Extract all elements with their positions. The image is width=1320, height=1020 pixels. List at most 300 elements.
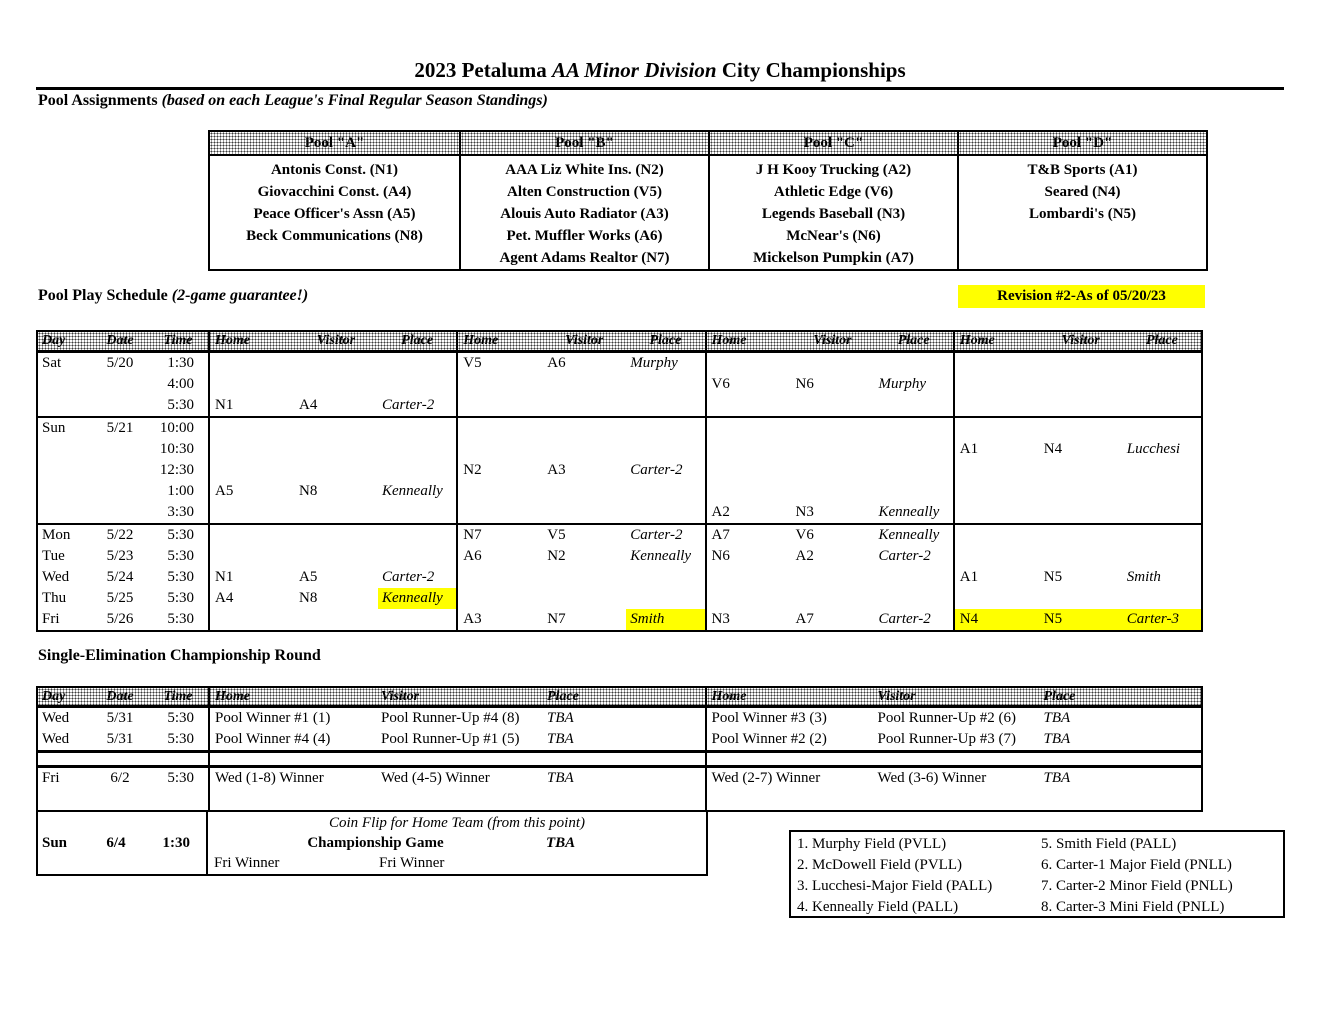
visitor-cell xyxy=(542,374,626,395)
final-details xyxy=(208,812,706,874)
place-cell xyxy=(378,353,456,374)
visitor-cell: V5 xyxy=(547,527,566,543)
home-cell: N3 xyxy=(711,611,730,627)
schedule-row xyxy=(38,481,1201,502)
schedule-row xyxy=(38,374,1201,395)
place-cell: Carter-2 xyxy=(630,527,683,543)
home-cell: A6 xyxy=(463,548,482,564)
visitor-cell xyxy=(1039,546,1123,567)
col-header-day: Day xyxy=(42,333,66,348)
visitor-cell xyxy=(294,418,378,439)
place-cell xyxy=(378,374,456,395)
team-name: Seared (N4) xyxy=(1044,184,1121,200)
pool-a-cells xyxy=(208,481,456,502)
place-cell: Carter-2 xyxy=(878,611,931,627)
home-cell: A3 xyxy=(463,611,482,627)
pool-c-cells xyxy=(705,460,953,481)
pool-a-cells xyxy=(208,546,456,567)
pool-d-cells xyxy=(953,481,1201,502)
visitor-cell xyxy=(294,502,378,523)
col-header-place: Place xyxy=(649,333,682,348)
pool-c-cells xyxy=(705,439,953,460)
date-cell: 5/23 xyxy=(106,548,134,564)
col-header-place: Place xyxy=(547,689,579,704)
home-cell xyxy=(955,588,1039,609)
home-cell xyxy=(955,374,1039,395)
field-legend-item: 6. Carter-1 Major Field (PNLL) xyxy=(1041,857,1232,873)
place-cell-highlighted: Smith xyxy=(626,609,704,630)
place-cell xyxy=(626,588,704,609)
time-cell: 5:30 xyxy=(167,397,194,413)
team-name: McNear's (N6) xyxy=(786,228,881,244)
pool-a-cells xyxy=(208,353,456,374)
left-bracket-cells xyxy=(208,708,705,729)
col-header-visitor: Visitor xyxy=(381,689,420,704)
visitor-cell xyxy=(542,567,626,588)
day-cell: Wed xyxy=(42,731,70,747)
team-name: Beck Communications (N8) xyxy=(246,228,423,244)
pool-a-cells xyxy=(208,525,456,546)
place-cell xyxy=(626,567,704,588)
visitor-cell xyxy=(1039,525,1123,546)
place-cell xyxy=(1123,460,1201,481)
schedule-row xyxy=(38,546,1201,567)
schedule-row xyxy=(38,588,1201,609)
col-header-time: Time xyxy=(163,689,193,704)
fields-legend-right-column xyxy=(1041,834,1283,916)
home-cell: N4 xyxy=(959,611,979,627)
pool-b-header-group xyxy=(456,332,704,350)
time-cell: 4:00 xyxy=(167,376,194,392)
visitor-cell xyxy=(542,418,626,439)
schedule-row xyxy=(38,439,1201,460)
pool-c-cells xyxy=(705,588,953,609)
left-bracket-header-group xyxy=(208,688,705,705)
home-cell: A1 xyxy=(959,569,979,585)
visitor-cell: Wed (4-5) Winner xyxy=(381,770,490,786)
home-cell xyxy=(458,439,542,460)
left-bracket-cells xyxy=(208,729,705,750)
pool-a-header: Pool "A" xyxy=(210,132,459,156)
place-cell: Carter-2 xyxy=(630,462,683,478)
day-cell: Sun xyxy=(42,420,66,436)
field-legend-item: 8. Carter-3 Mini Field (PNLL) xyxy=(1041,899,1225,915)
home-cell xyxy=(955,353,1039,374)
schedule-row xyxy=(38,523,1201,546)
col-header-time: Time xyxy=(163,333,193,348)
pool-assignments-note: (based on each League's Final Regular Season Standings) xyxy=(161,92,548,109)
visitor-cell xyxy=(294,525,378,546)
home-cell xyxy=(707,588,791,609)
place-cell: Kenneally xyxy=(878,527,940,543)
pool-d-cells xyxy=(953,439,1201,460)
place-cell xyxy=(875,588,953,609)
pool-d-cells xyxy=(953,502,1201,523)
pool-a-cells xyxy=(208,439,456,460)
pool-a-cells xyxy=(208,395,456,416)
home-cell xyxy=(955,395,1039,416)
team-name: Peace Officer's Assn (A5) xyxy=(253,206,416,222)
place-cell xyxy=(378,460,456,481)
pool-c-cells xyxy=(705,353,953,374)
team-name: Pet. Muffler Works (A6) xyxy=(506,228,663,244)
championship-game-line xyxy=(208,833,706,853)
col-header-visitor: Visitor xyxy=(1061,333,1100,348)
visitor-cell: A4 xyxy=(299,397,318,413)
visitor-cell: A3 xyxy=(547,462,566,478)
pool-b-cells xyxy=(456,418,704,439)
pool-c-header-group xyxy=(705,332,953,350)
pool-b-cells xyxy=(456,439,704,460)
time-cell: 10:00 xyxy=(159,420,194,436)
place-cell xyxy=(875,460,953,481)
col-header-home: Home xyxy=(711,333,747,348)
pool-c-header: Pool "C" xyxy=(710,132,957,156)
home-cell xyxy=(707,418,791,439)
place-cell: Smith xyxy=(1126,569,1161,585)
visitor-cell: N8 xyxy=(299,590,318,606)
day-cell xyxy=(38,481,92,502)
home-cell xyxy=(955,546,1039,567)
pool-b-cells xyxy=(456,481,704,502)
place-cell: Kenneally xyxy=(878,504,940,520)
home-cell: Pool Winner #1 (1) xyxy=(215,710,331,726)
visitor-cell xyxy=(294,609,378,630)
visitor-cell: A6 xyxy=(547,355,566,371)
home-cell xyxy=(955,481,1039,502)
team-name: J H Kooy Trucking (A2) xyxy=(755,162,912,178)
title-division: AA Minor Division xyxy=(552,58,717,82)
place-cell xyxy=(378,502,456,523)
schedule-header-row xyxy=(38,332,1201,353)
day-cell xyxy=(38,753,92,765)
schedule-row xyxy=(38,460,1201,481)
home-cell: Wed (1-8) Winner xyxy=(215,770,324,786)
day-cell: Wed xyxy=(42,569,70,585)
pool-d-header-group xyxy=(953,332,1201,350)
place-cell: TBA xyxy=(1043,731,1071,747)
field-legend-item: 4. Kenneally Field (PALL) xyxy=(797,899,959,915)
pool-b-cells xyxy=(456,546,704,567)
col-header-place: Place xyxy=(1043,689,1076,704)
schedule-row xyxy=(38,609,1201,630)
place-cell xyxy=(378,546,456,567)
home-cell xyxy=(458,502,542,523)
place-cell xyxy=(626,418,704,439)
visitor-cell: A5 xyxy=(299,569,318,585)
time-cell: 1:00 xyxy=(167,483,194,499)
time-cell xyxy=(148,753,208,765)
pool-a-header-group xyxy=(208,332,456,350)
place-cell: Murphy xyxy=(878,376,926,392)
day-cell: Wed xyxy=(42,710,70,726)
pool-c-cells xyxy=(705,418,953,439)
right-bracket-cells xyxy=(705,708,1202,729)
date-cell xyxy=(92,460,148,481)
fields-legend xyxy=(789,830,1285,918)
pool-a-cells xyxy=(208,374,456,395)
schedule-row xyxy=(38,567,1201,588)
pool-d-cells xyxy=(953,567,1201,588)
visitor-cell xyxy=(294,439,378,460)
visitor-cell xyxy=(791,567,875,588)
place-cell xyxy=(378,439,456,460)
visitor-cell: Pool Runner-Up #3 (7) xyxy=(877,731,1016,747)
home-cell xyxy=(458,567,542,588)
visitor-cell: Pool Runner-Up #1 (5) xyxy=(381,731,520,747)
date-cell: 6/2 xyxy=(110,770,130,786)
visitor-cell: N2 xyxy=(547,548,566,564)
day-cell: Fri xyxy=(42,611,60,627)
col-header-home: Home xyxy=(463,333,499,348)
place-cell: TBA xyxy=(547,770,574,786)
pool-b-cells xyxy=(456,609,704,630)
pool-b-cells xyxy=(456,502,704,523)
time-cell: 12:30 xyxy=(159,462,194,478)
place-cell: Carter-3 xyxy=(1126,611,1179,627)
day-cell: Thu xyxy=(42,590,67,606)
place-cell: TBA xyxy=(1043,710,1071,726)
home-cell xyxy=(210,546,294,567)
home-cell xyxy=(210,525,294,546)
day-cell: Fri xyxy=(42,770,60,786)
date-cell: 5/31 xyxy=(106,731,134,747)
championship-heading: Single-Elimination Championship Round xyxy=(38,647,321,664)
pool-c-column xyxy=(708,132,957,269)
pool-c-cells xyxy=(705,374,953,395)
home-cell xyxy=(458,395,542,416)
visitor-cell xyxy=(791,418,875,439)
home-cell xyxy=(210,502,294,523)
place-cell xyxy=(378,609,456,630)
team-name: Giovacchini Const. (A4) xyxy=(257,184,412,200)
place-cell xyxy=(875,395,953,416)
pool-c-cells xyxy=(705,481,953,502)
day-cell: Sat xyxy=(42,355,62,371)
visitor-cell: N4 xyxy=(1043,441,1063,457)
pool-c-cells xyxy=(705,609,953,630)
field-legend-item: 1. Murphy Field (PVLL) xyxy=(797,836,947,852)
coin-flip-note: Coin Flip for Home Team (from this point) xyxy=(329,815,585,831)
col-header-home: Home xyxy=(215,689,250,704)
pool-d-cells xyxy=(953,395,1201,416)
col-header-place: Place xyxy=(401,333,434,348)
time-cell: 5:30 xyxy=(167,731,194,747)
place-cell xyxy=(626,395,704,416)
home-cell xyxy=(210,374,294,395)
visitor-cell xyxy=(542,502,626,523)
team-name: Antonis Const. (N1) xyxy=(270,162,399,178)
pool-play-label: Pool Play Schedule xyxy=(38,287,168,304)
visitor-cell: N7 xyxy=(547,611,566,627)
place-cell: Carter-2 xyxy=(878,548,931,564)
date-cell xyxy=(92,753,148,765)
date-cell xyxy=(92,374,148,395)
time-cell: 10:30 xyxy=(159,441,194,457)
team-name: T&B Sports (A1) xyxy=(1027,162,1138,178)
date-cell: 5/25 xyxy=(106,590,134,606)
right-bracket-cells xyxy=(705,729,1202,750)
home-cell xyxy=(210,418,294,439)
visitor-cell xyxy=(542,588,626,609)
page-title xyxy=(0,58,1320,83)
visitor-cell xyxy=(1039,502,1123,523)
home-cell xyxy=(210,460,294,481)
home-cell xyxy=(458,418,542,439)
place-cell xyxy=(1123,374,1201,395)
time-cell: 5:30 xyxy=(167,569,194,585)
col-header-place: Place xyxy=(1145,333,1178,348)
schedule-row xyxy=(38,353,1201,374)
pool-b-cells xyxy=(456,395,704,416)
home-cell xyxy=(707,567,791,588)
day-cell: Sun xyxy=(42,834,68,851)
championship-row xyxy=(38,708,1201,729)
championship-row xyxy=(38,729,1201,750)
place-cell xyxy=(1123,481,1201,502)
pool-a-cells xyxy=(208,502,456,523)
pool-a-teams xyxy=(210,156,459,247)
home-cell: Fri Winner xyxy=(214,855,280,871)
visitor-cell xyxy=(1039,353,1123,374)
place-cell xyxy=(626,439,704,460)
visitor-cell xyxy=(791,439,875,460)
pool-d-header: Pool "D" xyxy=(959,132,1206,156)
schedule-row xyxy=(38,416,1201,439)
place-cell xyxy=(626,374,704,395)
date-cell: 5/24 xyxy=(106,569,134,585)
right-bracket-cells xyxy=(705,768,1202,810)
place-cell xyxy=(875,481,953,502)
col-header-home: Home xyxy=(215,333,250,348)
team-name: Alouis Auto Radiator (A3) xyxy=(500,206,669,222)
visitor-cell xyxy=(791,588,875,609)
championship-game-box xyxy=(36,812,708,876)
place-cell xyxy=(1123,546,1201,567)
pool-play-note: (2-game guarantee!) xyxy=(171,287,309,304)
home-cell xyxy=(458,588,542,609)
visitor-cell: Wed (3-6) Winner xyxy=(877,770,987,786)
place-cell xyxy=(875,439,953,460)
visitor-cell: Fri Winner xyxy=(379,855,445,871)
date-cell: 5/31 xyxy=(106,710,134,726)
visitor-cell xyxy=(294,353,378,374)
place-cell xyxy=(1123,395,1201,416)
date-cell: 5/21 xyxy=(106,420,134,436)
pool-b-cells xyxy=(456,460,704,481)
home-cell xyxy=(458,374,542,395)
pool-d-cells xyxy=(953,525,1201,546)
pool-assignments-label: Pool Assignments xyxy=(38,92,158,109)
place-cell: Lucchesi xyxy=(1126,441,1181,457)
visitor-cell xyxy=(542,439,626,460)
pool-c-cells xyxy=(705,395,953,416)
place-cell xyxy=(1123,588,1201,609)
home-cell: V5 xyxy=(463,355,482,371)
pool-d-cells xyxy=(953,418,1201,439)
pool-d-cells xyxy=(953,588,1201,609)
pool-a-cells xyxy=(208,588,456,609)
date-cell: 5/20 xyxy=(106,355,134,371)
place-cell xyxy=(875,567,953,588)
team-name: Mickelson Pumpkin (A7) xyxy=(753,250,914,266)
left-bracket-cells xyxy=(208,768,705,810)
visitor-cell xyxy=(791,460,875,481)
home-cell xyxy=(955,525,1039,546)
place-cell xyxy=(875,418,953,439)
visitor-cell xyxy=(1039,418,1123,439)
home-cell: A1 xyxy=(959,441,979,457)
final-daytime-cell xyxy=(38,812,208,874)
home-cell: N7 xyxy=(463,527,482,543)
time-cell: 5:30 xyxy=(167,548,194,564)
pool-assignments-table xyxy=(208,130,1208,271)
place-cell xyxy=(1123,525,1201,546)
day-cell: Mon xyxy=(42,527,71,543)
pool-a-cells xyxy=(208,609,456,630)
place-cell: Murphy xyxy=(630,355,678,371)
place-cell: TBA xyxy=(547,731,574,747)
home-cell xyxy=(458,481,542,502)
home-cell xyxy=(210,609,294,630)
field-legend-item: 2. McDowell Field (PVLL) xyxy=(797,857,962,873)
place-cell xyxy=(626,481,704,502)
home-cell: N2 xyxy=(463,462,482,478)
pool-c-cells xyxy=(705,567,953,588)
pool-d-teams xyxy=(959,156,1206,225)
pool-b-cells xyxy=(456,353,704,374)
place-cell xyxy=(378,525,456,546)
day-cell xyxy=(38,395,92,416)
col-header-visitor: Visitor xyxy=(813,333,852,348)
visitor-cell xyxy=(791,353,875,374)
home-cell: Pool Winner #4 (4) xyxy=(215,731,331,747)
col-header-day: Day xyxy=(42,689,66,704)
time-cell: 5:30 xyxy=(167,770,194,786)
visitor-cell xyxy=(791,481,875,502)
visitor-cell xyxy=(294,460,378,481)
pool-a-cells xyxy=(208,460,456,481)
time-cell: 5:30 xyxy=(167,590,194,606)
date-cell xyxy=(92,395,148,416)
day-cell xyxy=(38,460,92,481)
final-matchup-line xyxy=(208,853,706,873)
visitor-cell: N8 xyxy=(299,483,318,499)
day-cell xyxy=(38,374,92,395)
pool-b-header: Pool "B" xyxy=(461,132,708,156)
home-cell xyxy=(210,439,294,460)
pool-c-cells xyxy=(705,546,953,567)
spacer-row xyxy=(38,750,1201,768)
field-legend-item: 5. Smith Field (PALL) xyxy=(1041,836,1177,852)
championship-row xyxy=(38,768,1201,810)
time-cell: 5:30 xyxy=(167,611,194,627)
pool-play-table xyxy=(36,330,1203,632)
col-header-date: Date xyxy=(106,333,134,348)
title-rule xyxy=(36,87,1284,90)
col-header-home: Home xyxy=(959,333,995,348)
time-cell: 1:30 xyxy=(167,355,194,371)
home-cell xyxy=(955,418,1039,439)
pool-a-cells xyxy=(208,567,456,588)
place-cell xyxy=(875,353,953,374)
date-cell: 5/26 xyxy=(106,611,134,627)
visitor-cell xyxy=(294,374,378,395)
place-cell: TBA xyxy=(546,835,576,851)
visitor-cell: A2 xyxy=(795,548,814,564)
pool-d-cells-highlighted xyxy=(953,609,1201,630)
visitor-cell: Pool Runner-Up #2 (6) xyxy=(877,710,1016,726)
